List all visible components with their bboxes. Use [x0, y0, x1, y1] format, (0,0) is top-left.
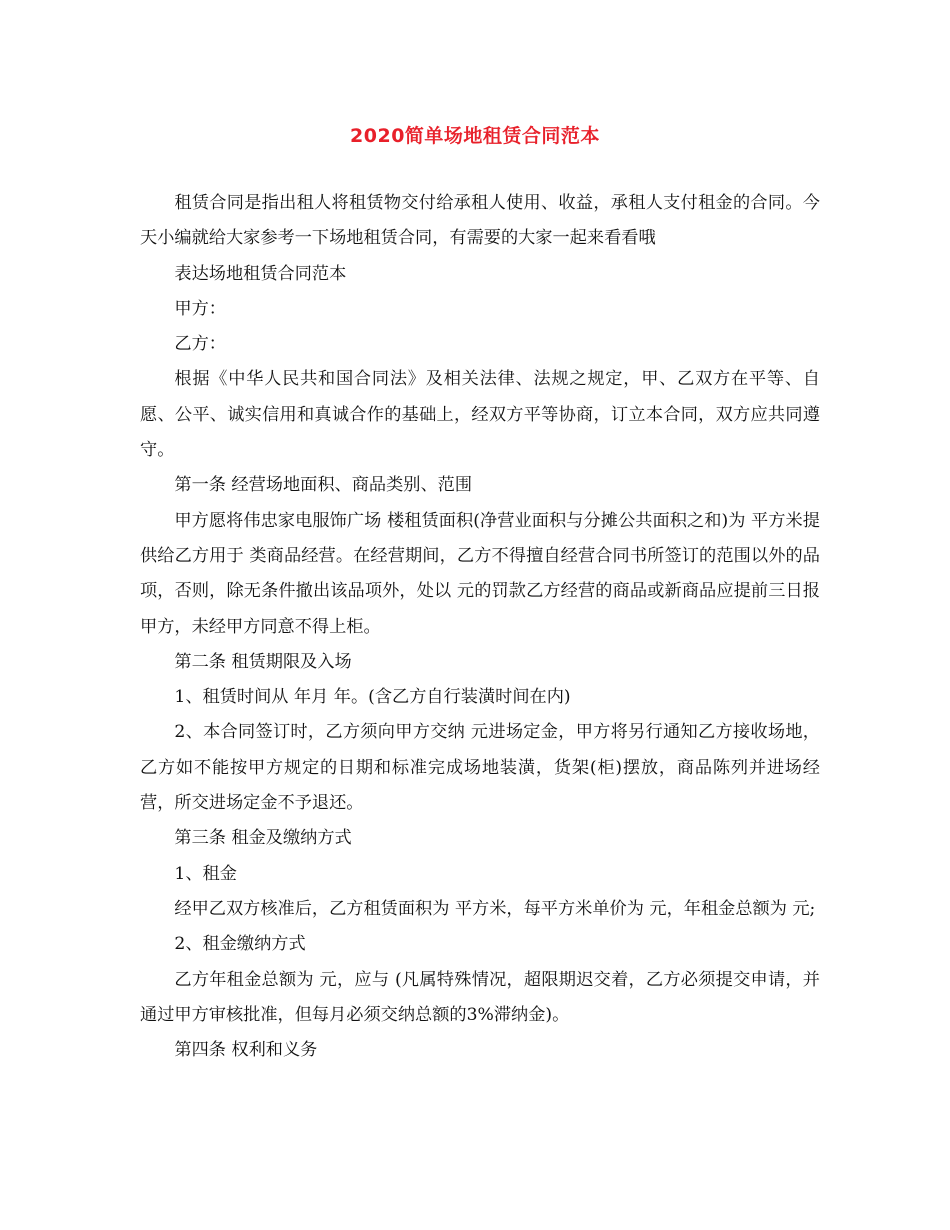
document-title: 2020简单场地租赁合同范本 [350, 125, 600, 147]
article-3-item-1-heading: 1、租金 [174, 863, 237, 884]
preamble-paragraph: 根据《中华人民共和国合同法》及相关法律、法规之规定，甲、乙双方在平等、自愿、公平、诚实信用和真诚合作的基础上，经双方平等协商，订立本合同，双方应共同遵守。 [140, 369, 820, 461]
article-1-heading: 第一条 经营场地面积、商品类别、范围 [174, 475, 473, 496]
article-3-item-1-paragraph: 经甲乙双方核准后，乙方租赁面积为 平方米，每平方米单价为 元，年租金总额为 元; [174, 898, 816, 919]
article-3-item-2-heading: 2、租金缴纳方式 [174, 934, 306, 955]
article-2-item-1: 1、租赁时间从 年月 年。(含乙方自行装潢时间在内) [174, 687, 571, 708]
party-b-line: 乙方： [174, 334, 226, 355]
article-2-item-2: 2、本合同签订时，乙方须向甲方交纳 元进场定金，甲方将另行通知乙方接收场地，乙方如不能按甲方规定的日期和标准完成场地装潢，货架(柜)摆放，商品陈列并进场经营，所交进场定金不予退还。 [140, 722, 820, 814]
article-3-item-2-paragraph: 乙方年租金总额为 元，应与 (凡属特殊情况，超限期迟交着，乙方必须提交申请，并通过甲方审核批准，但每月必须交纳总额的3%滞纳金)。 [140, 969, 820, 1025]
article-1-paragraph: 甲方愿将伟忠家电服饰广场 楼租赁面积(净营业面积与分摊公共面积之和)为 平方米提供给乙方用于 类商品经营。在经营期间，乙方不得擅自经营合同书所签订的范围以外的品项，否则，除无条件撤出该品项外，处以 元的罚款乙方经营的商品或新商品应提前三日报甲方，未经甲方同意不得上柜。 [140, 510, 820, 637]
contract-name-line: 表达场地租赁合同范本 [174, 263, 347, 284]
intro-paragraph: 租赁合同是指出租人将租赁物交付给承租人使用、收益，承租人支付租金的合同。今天小编就给大家参考一下场地租赁合同，有需要的大家一起来看看哦 [140, 193, 820, 249]
party-a-line: 甲方： [174, 298, 226, 319]
article-4-heading: 第四条 权利和义务 [174, 1040, 318, 1061]
article-2-heading: 第二条 租赁期限及入场 [174, 651, 352, 672]
document-body [140, 186, 820, 1068]
article-3-heading: 第三条 租金及缴纳方式 [174, 828, 352, 849]
